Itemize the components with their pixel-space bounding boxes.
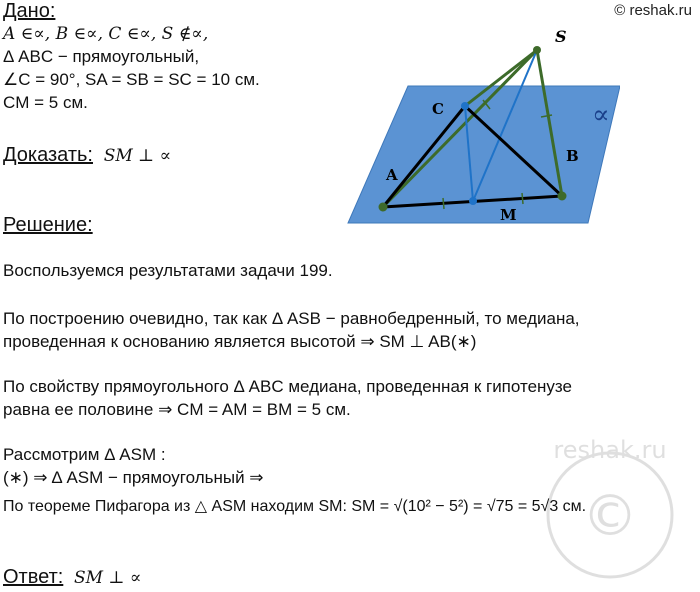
point-m xyxy=(469,197,477,205)
solution-p1: Воспользуемся результатами задачи 199. xyxy=(3,261,333,280)
label-c: C xyxy=(432,100,444,118)
svg-text:©: © xyxy=(582,484,638,549)
answer-heading: Ответ: xyxy=(3,566,64,588)
answer-row xyxy=(3,566,141,589)
label-m: M xyxy=(500,206,517,224)
solution-p4-line1: Рассмотрим Δ ASM : xyxy=(3,445,166,464)
answer-statement: SM ⊥ ∝ xyxy=(74,568,142,588)
point-b xyxy=(558,192,567,201)
copyright-watermark: © reshak.ru xyxy=(614,2,692,19)
label-s: S xyxy=(555,27,567,46)
given-line-3: ∠C = 90°, SA = SB = SC = 10 см. xyxy=(3,70,260,89)
label-a: A xyxy=(386,166,398,184)
solution-p2-line1: По построению очевидно, так как Δ ASB − равнобедренный, то медиана, xyxy=(3,309,580,328)
given-line-1: A ∈∝, B ∈∝, C ∈∝, S ∉∝, xyxy=(3,24,209,44)
given-heading: Дано: xyxy=(3,0,56,22)
label-plane: ∝ xyxy=(592,100,610,130)
prove-heading: Доказать: xyxy=(3,144,93,166)
prove-statement: SM ⊥ ∝ xyxy=(103,146,172,166)
solution-heading: Решение: xyxy=(3,214,93,236)
solution-p4-line2: (∗) ⇒ Δ ASM − прямоугольный ⇒ xyxy=(3,468,264,487)
point-s xyxy=(533,46,541,54)
point-c xyxy=(461,102,469,110)
given-line-4: CM = 5 см. xyxy=(3,93,88,112)
geometry-diagram xyxy=(340,18,620,233)
tick-mb xyxy=(522,193,523,204)
tick-am xyxy=(443,198,444,209)
given-line-2: Δ ABC − прямоугольный, xyxy=(3,47,200,66)
solution-p4-line3: По теореме Пифагора из △ ASM находим SM: SM = √(10² − 5²) = √75 = 5√3 см. xyxy=(3,498,587,515)
point-a xyxy=(379,203,388,212)
svg-text:reshak.ru: reshak.ru xyxy=(553,436,667,464)
solution-p3-line2: равна ее половине ⇒ CM = AM = BM = 5 см. xyxy=(3,400,351,419)
solution-p2-line2: проведенная к основанию является высотой ⇒ SM ⊥ AB(∗) xyxy=(3,332,477,351)
prove-row xyxy=(3,144,171,167)
solution-p3-line1: По свойству прямоугольного Δ ABC медиана, проведенная к гипотенузе xyxy=(3,377,572,396)
label-b: B xyxy=(566,147,579,165)
